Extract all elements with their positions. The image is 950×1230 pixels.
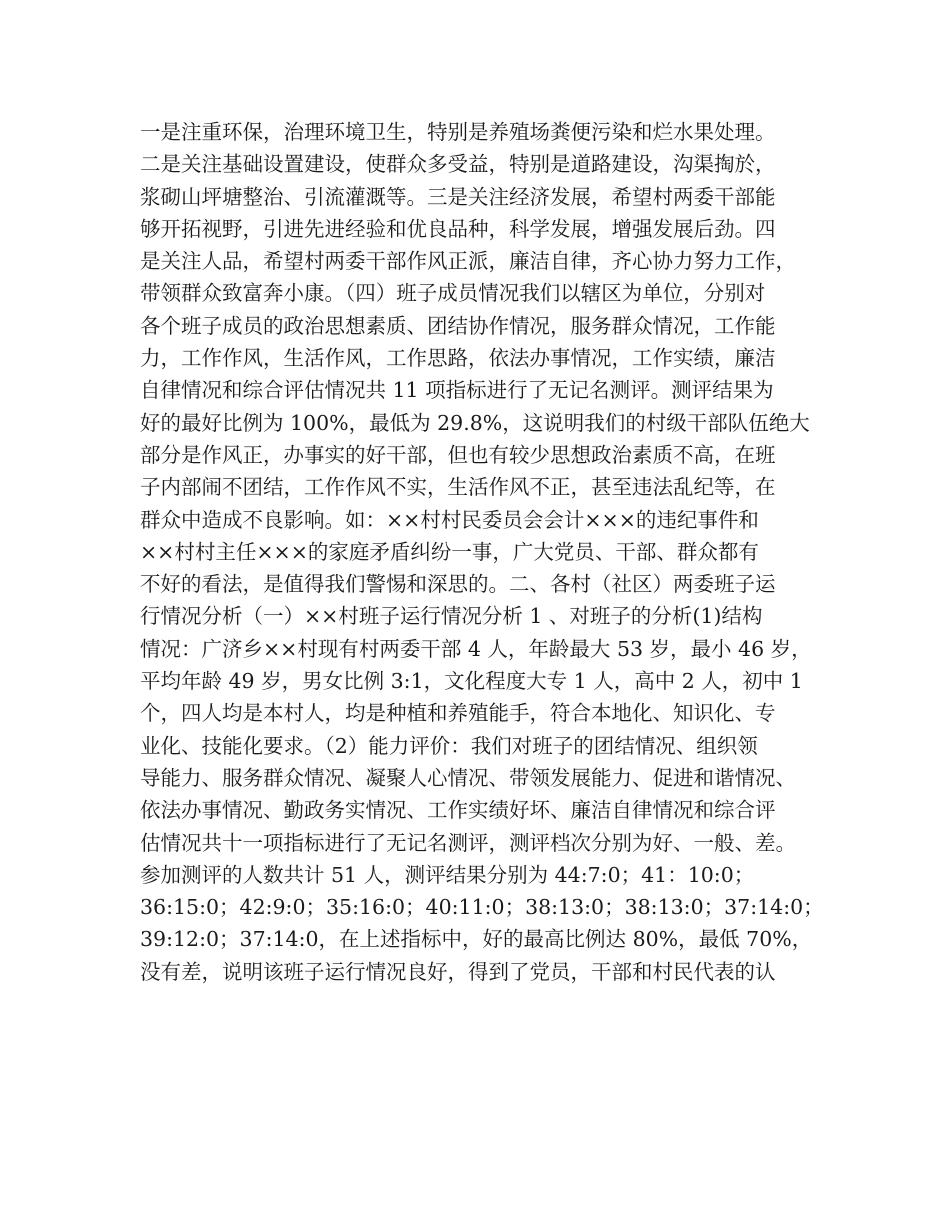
text-line: 情况：广济乡××村现有村两委干部 4 人，年龄最大 53 岁，最小 46 岁， — [140, 636, 812, 661]
text-line: 各个班子成员的政治思想素质、团结协作情况，服务群众情况，工作能 — [140, 313, 776, 338]
text-line: 不好的看法，是值得我们警惕和深思的。二、各村（社区）两委班子运 — [140, 572, 776, 597]
text-line: 一是注重环保，治理环境卫生，特别是养殖场粪便污染和烂水果处理。 — [140, 120, 776, 144]
text-line: 39:12:0；37:14:0，在上述指标中，好的最高比例达 80%，最低 70%， — [140, 927, 813, 952]
text-line: 二是关注基础设置建设，使群众多受益，特别是道路建设，沟渠掏於， — [140, 152, 776, 177]
text-line: 没有差，说明该班子运行情况良好，得到了党员，干部和村民代表的认 — [140, 959, 776, 984]
text-line: 群众中造成不良影响。如：××村村民委员会会计×××的违纪事件和 — [140, 507, 759, 532]
text-line: 估情况共十一项指标进行了无记名测评，测评档次分别为好、一般、差。 — [140, 830, 796, 855]
text-line: 业化、技能化要求。（2）能力评价：我们对班子的团结情况、组织领 — [140, 733, 758, 758]
text-line: 行情况分析（一）××村班子运行情况分析 1 、对班子的分析(1)结构 — [140, 604, 763, 629]
text-line: 够开拓视野，引进先进经验和优良品种，科学发展，增强发展后劲。四 — [140, 216, 776, 241]
text-line: 带领群众致富奔小康。（四）班子成员情况我们以辖区为单位，分别对 — [140, 281, 766, 306]
text-line: 好的最好比例为 100%，最低为 29.8%，这说明我们的村级干部队伍绝大 — [140, 410, 810, 435]
text-line: 依法办事情况、勤政务实情况、工作实绩好坏、廉洁自律情况和综合评 — [140, 798, 776, 823]
text-line: 平均年龄 49 岁，男女比例 3:1，文化程度大专 1 人，高中 2 人，初中 1 — [140, 669, 803, 694]
text-line: 参加测评的人数共计 51 人，测评结果分别为 44:7:0；41：10:0； — [140, 862, 755, 887]
text-line: 是关注人品，希望村两委干部作风正派，廉洁自律，齐心协力努力工作， — [140, 249, 796, 274]
text-line: 导能力、服务群众情况、凝聚人心情况、带领发展能力、促进和谐情况、 — [140, 765, 796, 790]
text-line: 36:15:0；42:9:0；35:16:0；40:11:0；38:13:0；38:13:0；37:14:0； — [140, 895, 824, 920]
text-line: 部分是作风正，办事实的好干部，但也有较少思想政治素质不高，在班 — [140, 442, 776, 467]
text-line: 子内部闹不团结，工作作风不实，生活作风不正，甚至违法乱纪等，在 — [140, 475, 776, 500]
text-line: 个，四人均是本村人，均是种植和养殖能手，符合本地化、知识化、专 — [140, 701, 776, 726]
body-text — [140, 116, 830, 988]
text-line: 力，工作作风，生活作风，工作思路，依法办事情况，工作实绩，廉洁 — [140, 346, 776, 371]
text-line: 浆砌山坪塘整治、引流灌溉等。三是关注经济发展，希望村两委干部能 — [140, 184, 776, 209]
text-line: ××村村主任×××的家庭矛盾纠纷一事，广大党员、干部、群众都有 — [140, 539, 759, 564]
text-line: 自律情况和综合评估情况共 11 项指标进行了无记名测评。测评结果为 — [140, 378, 774, 403]
